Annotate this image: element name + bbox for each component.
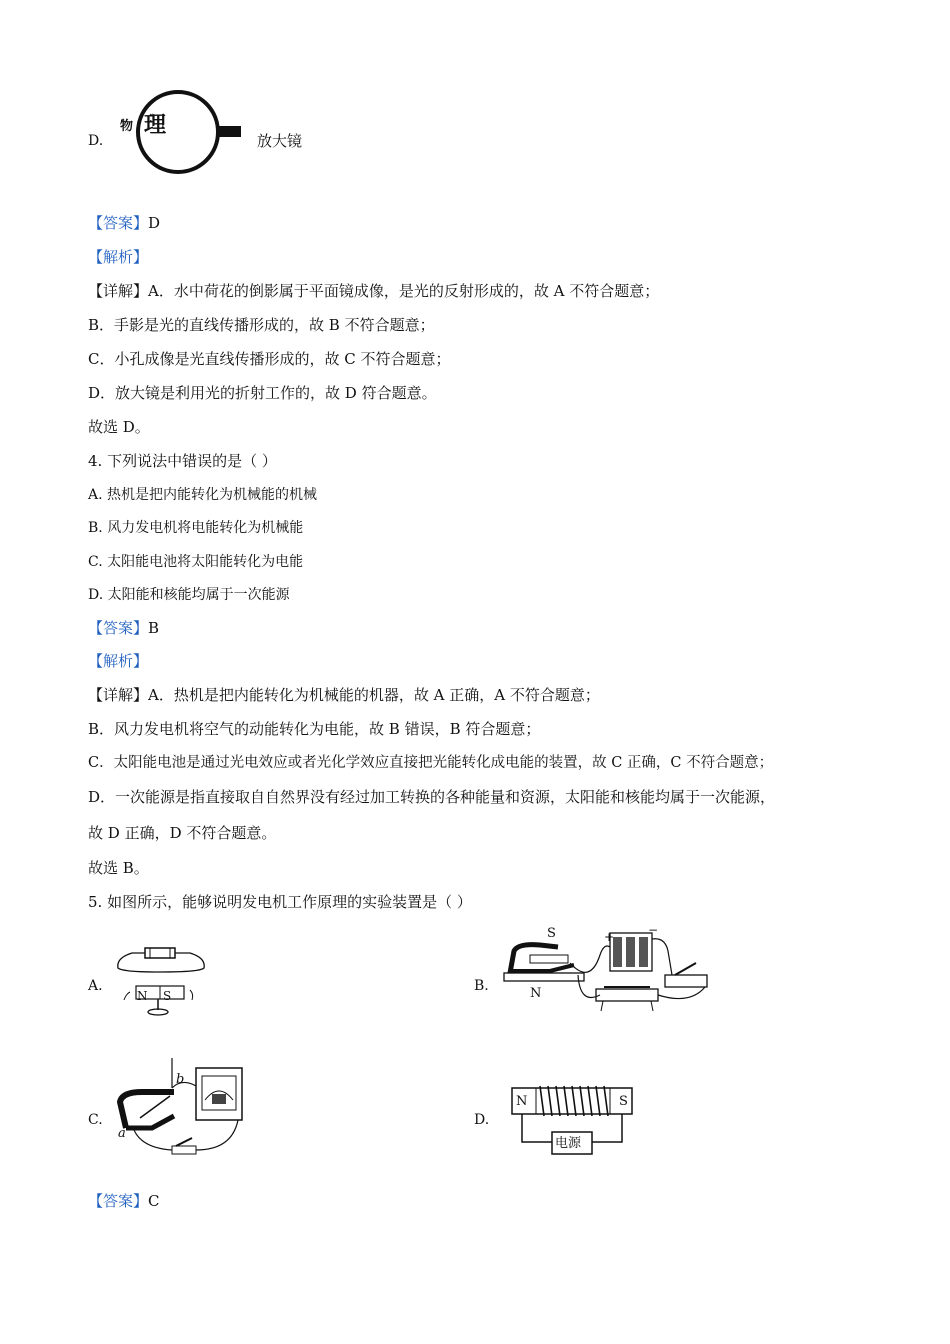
q5-option-c-letter: C. xyxy=(88,1112,103,1128)
magnifier-figure xyxy=(118,88,268,178)
magnifier-text-big: 理 xyxy=(144,112,167,138)
figure-c-generator-galvanometer xyxy=(112,1058,262,1158)
q5-stem: 5. 如图所示，能够说明发电机工作原理的实验装置是（ ） xyxy=(88,893,472,911)
answer-tag: 【答案】 xyxy=(88,1192,149,1210)
q4-analysis-tag: 【解析】 xyxy=(88,652,149,670)
detail-text: A．水中荷花的倒影属于平面镜成像，是光的反射形成的，故 A 不符合题意； xyxy=(148,282,660,300)
q4-detail-d1: D．一次能源是指直接取自自然界没有经过加工转换的各种能量和资源，太阳能和核能均属于一次能源， xyxy=(88,788,776,806)
figure-b-n-label: N xyxy=(530,986,542,1001)
answer-tag: 【答案】 xyxy=(88,619,149,637)
q4-detail-a xyxy=(88,685,600,705)
magnifier-text-small: 物 xyxy=(120,119,134,134)
q4-answer xyxy=(88,618,159,638)
q3-detail-d: D．放大镜是利用光的折射工作的，故 D 符合题意。 xyxy=(88,384,437,402)
q3-conclusion: 故选 D。 xyxy=(88,418,150,436)
q4-option-a: A. 热机是把内能转化为机械能的机械 xyxy=(88,487,318,503)
q3-detail-b: B．手影是光的直线传播形成的，故 B 不符合题意； xyxy=(88,316,435,334)
q4-conclusion: 故选 B。 xyxy=(88,859,149,877)
q4-option-b: B. 风力发电机将电能转化为机械能 xyxy=(88,520,304,536)
detail-text: A．热机是把内能转化为机械能的机器，故 A 正确，A 不符合题意； xyxy=(148,686,600,704)
figure-a-n-label: N xyxy=(137,989,148,1003)
q4-stem: 4. 下列说法中错误的是（ ） xyxy=(88,452,277,470)
q5-option-d-letter: D. xyxy=(474,1112,490,1128)
answer-value: D xyxy=(148,214,161,232)
detail-tag: 【详解】 xyxy=(88,282,149,300)
q4-detail-d2: 故 D 正确，D 不符合题意。 xyxy=(88,824,277,842)
q3-detail-c: C．小孔成像是光直线传播形成的，故 C 不符合题意； xyxy=(88,350,451,368)
q5-answer xyxy=(88,1191,160,1211)
q4-option-d: D. 太阳能和核能均属于一次能源 xyxy=(88,587,290,603)
q5-option-b-letter: B. xyxy=(474,978,489,994)
q4-detail-c: C．太阳能电池是通过光电效应或者光化学效应直接把光能转化成电能的装置，故 C 正确，C 不符合题意； xyxy=(88,755,774,771)
figure-d-n-label: N xyxy=(516,1094,528,1109)
answer-value: B xyxy=(148,619,160,637)
q3-analysis-tag: 【解析】 xyxy=(88,248,149,266)
q3-option-d-text: 放大镜 xyxy=(257,132,303,150)
q3-option-d-letter: D. xyxy=(88,133,104,149)
figure-c-b-label: b xyxy=(176,1072,185,1087)
answer-tag: 【答案】 xyxy=(88,214,149,232)
figure-d-s-label: S xyxy=(619,1094,628,1109)
figure-b-plus-label: + xyxy=(604,930,615,944)
figure-d-power-label: 电源 xyxy=(555,1136,582,1151)
q5-option-a-letter: A. xyxy=(88,978,103,994)
detail-tag: 【详解】 xyxy=(88,686,149,704)
q4-option-c: C. 太阳能电池将太阳能转化为电能 xyxy=(88,554,304,570)
figure-a-compass-wire xyxy=(112,938,212,1018)
figure-a-s-label: S xyxy=(163,989,172,1003)
figure-b-s-label: S xyxy=(547,926,556,941)
answer-value: C xyxy=(148,1192,160,1210)
q3-detail-a xyxy=(88,281,659,301)
q3-answer xyxy=(88,213,160,233)
figure-b-minus-label: − xyxy=(648,923,659,937)
figure-c-a-label: a xyxy=(118,1126,126,1141)
q4-detail-b: B．风力发电机将空气的动能转化为电能，故 B 错误，B 符合题意； xyxy=(88,720,541,738)
